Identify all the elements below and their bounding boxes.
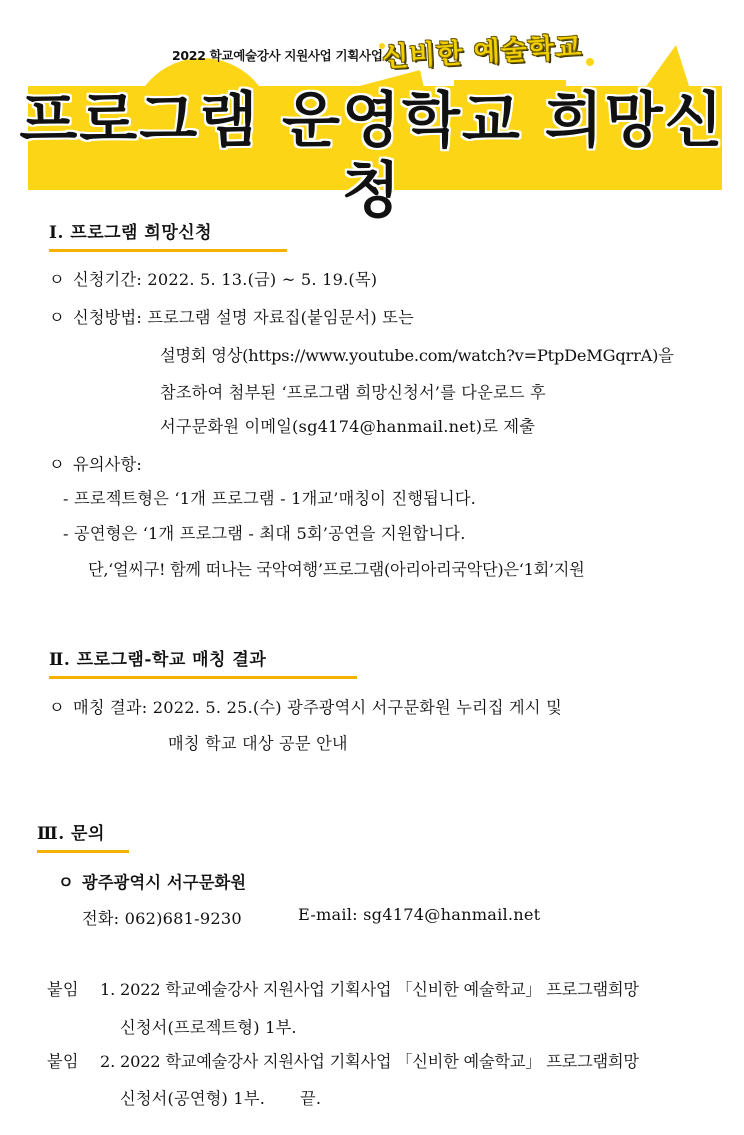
bullet: ㅇ [49,308,65,327]
header-banner [0,0,744,226]
matching-result-line [49,694,562,718]
section-heading-1: Ⅰ. 프로그램 희망신청 [49,218,287,252]
bullet: ㅇ [58,873,74,892]
bullet: ㅇ [49,455,65,474]
note-performance: - 공연형은 ‘1개 프로그램 - 최대 5회’공연을 지원합니다. [63,524,466,543]
program-subtitle: 2022 학교예술강사 지원사업 기획사업 [172,48,383,63]
attachment-1-label: 붙임 [47,980,79,999]
application-method: 신청방법: 프로그램 설명 자료집(붙임문서) 또는 [73,308,414,327]
attachment-2-cont: 신청서(공연형) 1부. [120,1089,266,1108]
method-email-line: 서구문화원 이메일(sg4174@hanmail.net)로 제출 [160,417,536,436]
brand-logo-text: 신비한 예술학교 [381,31,583,74]
bullet: ㅇ [49,270,65,289]
contact-phone: 전화: 062)681-9230 [82,909,242,928]
note-performance-exception: 단,‘얼씨구! 함께 떠나는 국악여행’프로그램(아리아리국악단)은‘1회’지원 [88,560,585,579]
attachment-2-label: 붙임 [47,1052,79,1071]
section-heading-2: Ⅱ. 프로그램-학교 매칭 결과 [49,645,357,679]
bullet: ㅇ [49,698,65,717]
matching-result-cont: 매칭 학교 대상 공문 안내 [168,734,348,753]
note-project: - 프로젝트형은 ‘1개 프로그램 - 1개교’매칭이 진행됩니다. [63,489,477,508]
contact-org: 광주광역시 서구문화원 [82,873,247,892]
attachment-1-cont: 신청서(프로젝트형) 1부. [120,1018,297,1037]
method-video-link-line[interactable]: 설명회 영상(https://www.youtube.com/watch?v=PtpDeMGqrrA)을 [160,346,674,365]
section-heading-3: Ⅲ. 문의 [37,819,129,853]
notes-label: 유의사항: [73,455,143,474]
contact-email[interactable]: E-mail: sg4174@hanmail.net [298,905,541,924]
attachment-2: 2. 2022 학교예술강사 지원사업 기획사업 「신비한 예술학교」 프로그램희망 [100,1052,639,1071]
method-download-line: 참조하여 첨부된 ‘프로그램 희망신청서’를 다운로드 후 [160,383,546,402]
page-title: 프로그램 운영학교 희망신청 [19,86,725,226]
attachment-1: 1. 2022 학교예술강사 지원사업 기획사업 「신비한 예술학교」 프로그램희망 [100,980,639,999]
application-period: 신청기간: 2022. 5. 13.(금) ~ 5. 19.(목) [73,270,378,289]
end-mark: 끝. [300,1089,322,1108]
notes-line [49,451,142,475]
method-line [49,304,414,328]
contact-org-line [58,869,246,893]
matching-result: 매칭 결과: 2022. 5. 25.(수) 광주광역시 서구문화원 누리집 게시 및 [73,698,562,717]
period-line [49,266,377,290]
